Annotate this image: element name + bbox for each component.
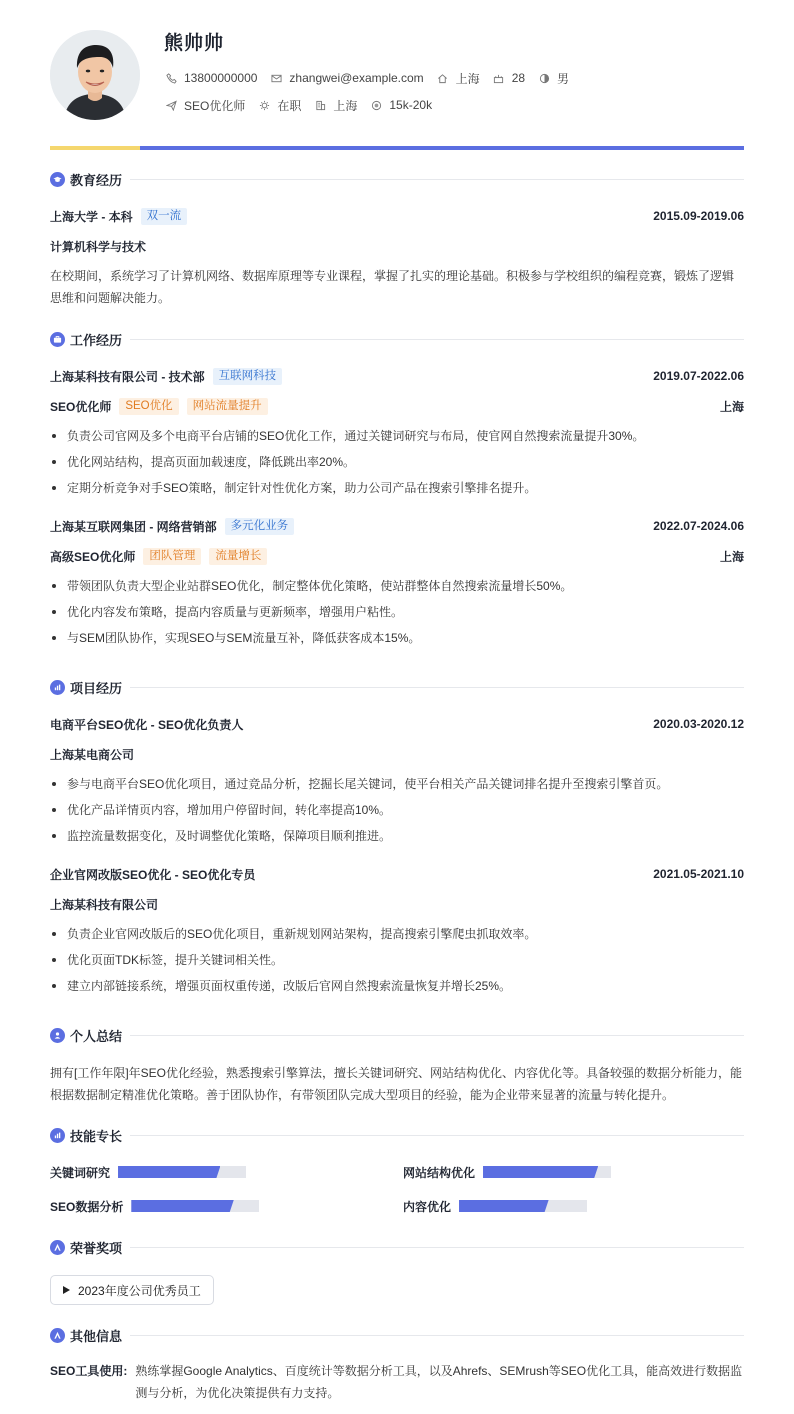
role-name: 高级SEO优化师	[50, 549, 136, 564]
phone-icon	[164, 71, 178, 85]
project-name: 企业官网改版SEO优化 - SEO优化专员	[50, 867, 256, 882]
gender-item	[537, 70, 569, 87]
skill-fill	[459, 1200, 549, 1212]
graduation-cap-icon	[50, 172, 65, 187]
profile-header	[50, 28, 744, 128]
work-location: 上海	[719, 399, 744, 414]
role-tag: SEO优化	[119, 398, 178, 415]
section-line	[130, 1335, 744, 1336]
work-item-header	[50, 517, 744, 535]
list-item: 优化页面TDK标签，提升关键词相关性。	[50, 951, 744, 969]
home-icon	[436, 71, 450, 85]
age-text: 28	[511, 71, 526, 85]
education-header	[50, 207, 744, 225]
skill-track	[459, 1200, 587, 1212]
school-name: 上海大学 - 本科	[50, 209, 133, 224]
skill-track	[483, 1166, 611, 1178]
city-item	[313, 97, 357, 114]
avatar	[50, 30, 140, 120]
skill-fill	[483, 1166, 598, 1178]
list-item: 与SEM团队协作，实现SEO与SEM流量互补，降低获客成本15%。	[50, 629, 744, 647]
other-label: SEO工具使用:	[50, 1364, 128, 1378]
list-item: 优化网站结构，提高页面加载速度，降低跳出率20%。	[50, 453, 744, 471]
section-summary	[50, 1026, 744, 1044]
skill-name: SEO数据分析	[50, 1199, 124, 1214]
section-title: 教育经历	[70, 172, 123, 188]
gender-icon	[537, 71, 551, 85]
divider-highlight	[50, 146, 140, 150]
work-item-header	[50, 367, 744, 385]
section-education	[50, 170, 744, 188]
phone-text: 13800000000	[184, 71, 258, 85]
company-name: 上海某互联网集团 - 网络营销部	[50, 519, 217, 534]
project-company-row	[50, 895, 744, 913]
award-text: 2023年度公司优秀员工	[78, 1283, 201, 1298]
section-honors	[50, 1238, 744, 1256]
project-date: 2020.03-2020.12	[653, 717, 744, 731]
position-item	[164, 97, 245, 114]
status-text: 在职	[277, 98, 302, 113]
section-other	[50, 1326, 744, 1344]
award-icon	[50, 1240, 65, 1255]
company-tag: 多元化业务	[225, 518, 295, 535]
list-item: 监控流量数据变化，及时调整优化策略，保障项目顺利推进。	[50, 827, 744, 845]
chart-icon	[50, 1128, 65, 1143]
award-icon	[50, 1328, 65, 1343]
section-line	[130, 1035, 744, 1036]
candidate-name: 熊帅帅	[164, 33, 225, 54]
award-item[interactable]	[50, 1275, 214, 1305]
major-name: 计算机科学与技术	[50, 239, 147, 254]
section-title: 个人总结	[70, 1028, 123, 1044]
salary-icon	[369, 98, 383, 112]
skill-name: 关键词研究	[50, 1165, 111, 1180]
header-divider	[50, 146, 744, 150]
salary-text: 15k-20k	[389, 98, 433, 112]
summary-text: 拥有[工作年限]年SEO优化经验，熟悉搜索引擎算法，擅长关键词研究、网站结构优化、内容优化等。具备较强的数据分析能力，能根据数据制定精准优化策略。善于团队协作，有带领团队完成大型项目的经验，能为企业带来显著的流量与转化提升。	[50, 1066, 743, 1102]
mail-icon	[269, 71, 283, 85]
age-item	[492, 71, 525, 85]
work-role-row	[50, 397, 744, 415]
email-item	[269, 71, 423, 85]
list-item: 优化内容发布策略，提高内容质量与更新频率，增强用户粘性。	[50, 603, 744, 621]
list-item: 定期分析竞争对手SEO策略，制定针对性优化方案，助力公司产品在搜索引擎排名提升。	[50, 479, 744, 497]
project-company: 上海某科技有限公司	[50, 897, 159, 912]
list-item: 建立内部链接系统，增强页面权重传递，改版后官网自然搜索流量恢复并增长25%。	[50, 977, 744, 995]
section-work	[50, 330, 744, 348]
city-text: 上海	[333, 98, 358, 113]
project-header	[50, 865, 744, 883]
section-title: 荣誉奖项	[70, 1240, 123, 1256]
project-header	[50, 715, 744, 733]
section-projects	[50, 678, 744, 696]
hometown-item	[436, 70, 480, 87]
project-company-row	[50, 745, 744, 763]
send-icon	[164, 98, 178, 112]
section-line	[130, 1135, 744, 1136]
gender-text: 男	[557, 71, 570, 86]
salary-item	[369, 98, 432, 112]
list-item: 优化产品详情页内容，增加用户停留时间，转化率提高10%。	[50, 801, 744, 819]
phone-item	[164, 71, 257, 85]
briefcase-icon	[50, 332, 65, 347]
skill-item	[403, 1164, 611, 1180]
section-line	[130, 687, 744, 688]
list-item: 带领团队负责大型企业站群SEO优化，制定整体优化策略，使站群整体自然搜索流量增长50%。	[50, 577, 744, 595]
section-title: 工作经历	[70, 332, 123, 348]
skill-fill	[118, 1166, 220, 1178]
skill-name: 内容优化	[403, 1199, 452, 1214]
section-line	[130, 179, 744, 180]
work-date: 2019.07-2022.06	[653, 369, 744, 383]
divider-accent	[140, 146, 744, 150]
education-date: 2015.09-2019.06	[653, 209, 744, 223]
section-title: 其他信息	[70, 1328, 123, 1344]
email-text: zhangwei@example.com	[289, 71, 424, 85]
section-skills	[50, 1126, 744, 1144]
school-tag: 双一流	[141, 208, 188, 225]
role-tag: 网站流量提升	[187, 398, 268, 415]
work-date: 2022.07-2024.06	[653, 519, 744, 533]
skill-name: 网站结构优化	[403, 1165, 476, 1180]
company-name: 上海某科技有限公司 - 技术部	[50, 369, 205, 384]
skill-item	[403, 1198, 587, 1214]
list-item: 负责企业官网改版后的SEO优化项目，重新规划网站架构，提高搜索引擎爬虫抓取效率。	[50, 925, 744, 943]
building-icon	[313, 98, 327, 112]
work-location: 上海	[719, 549, 744, 564]
skill-track	[131, 1200, 259, 1212]
skill-track	[118, 1166, 246, 1178]
status-item	[257, 97, 301, 114]
major-row	[50, 237, 744, 255]
user-icon	[50, 1028, 65, 1043]
role-name: SEO优化师	[50, 399, 112, 414]
work-role-row	[50, 547, 744, 565]
education-description: 在校期间，系统学习了计算机网络、数据库原理等专业课程，掌握了扎实的理论基础。积极参与学校组织的编程竞赛，锻炼了逻辑思维和问题解决能力。	[50, 269, 735, 305]
job-intent-row	[164, 96, 444, 114]
status-icon	[257, 98, 271, 112]
company-tag: 互联网科技	[213, 368, 283, 385]
play-icon	[63, 1286, 70, 1294]
section-title: 技能专长	[70, 1128, 123, 1144]
hometown-text: 上海	[455, 71, 480, 86]
section-line	[130, 1247, 744, 1248]
age-icon	[492, 71, 506, 85]
list-item: 负责公司官网及多个电商平台店铺的SEO优化工作，通过关键词研究与布局，使官网自然搜索流量提升30%。	[50, 427, 744, 445]
chart-icon	[50, 680, 65, 695]
skill-fill	[131, 1200, 233, 1212]
project-company: 上海某电商公司	[50, 747, 135, 762]
other-text: 熟练掌握Google Analytics、百度统计等数据分析工具，以及Ahrefs、SEMrush等SEO优化工具，能高效进行数据监测与分析，为优化决策提供有力支持。	[135, 1364, 743, 1400]
list-item: 参与电商平台SEO优化项目，通过竞品分析，挖掘长尾关键词，使平台相关产品关键词排名提升至搜索引擎首页。	[50, 775, 744, 793]
contact-row	[164, 69, 581, 87]
role-tag: 流量增长	[209, 548, 267, 565]
position-text: SEO优化师	[184, 98, 246, 113]
project-name: 电商平台SEO优化 - SEO优化负责人	[50, 717, 244, 732]
section-title: 项目经历	[70, 680, 123, 696]
role-tag: 团队管理	[143, 548, 201, 565]
skill-item	[50, 1164, 246, 1180]
skill-item	[50, 1198, 259, 1214]
other-info	[50, 1360, 744, 1404]
section-line	[130, 339, 744, 340]
project-date: 2021.05-2021.10	[653, 867, 744, 881]
